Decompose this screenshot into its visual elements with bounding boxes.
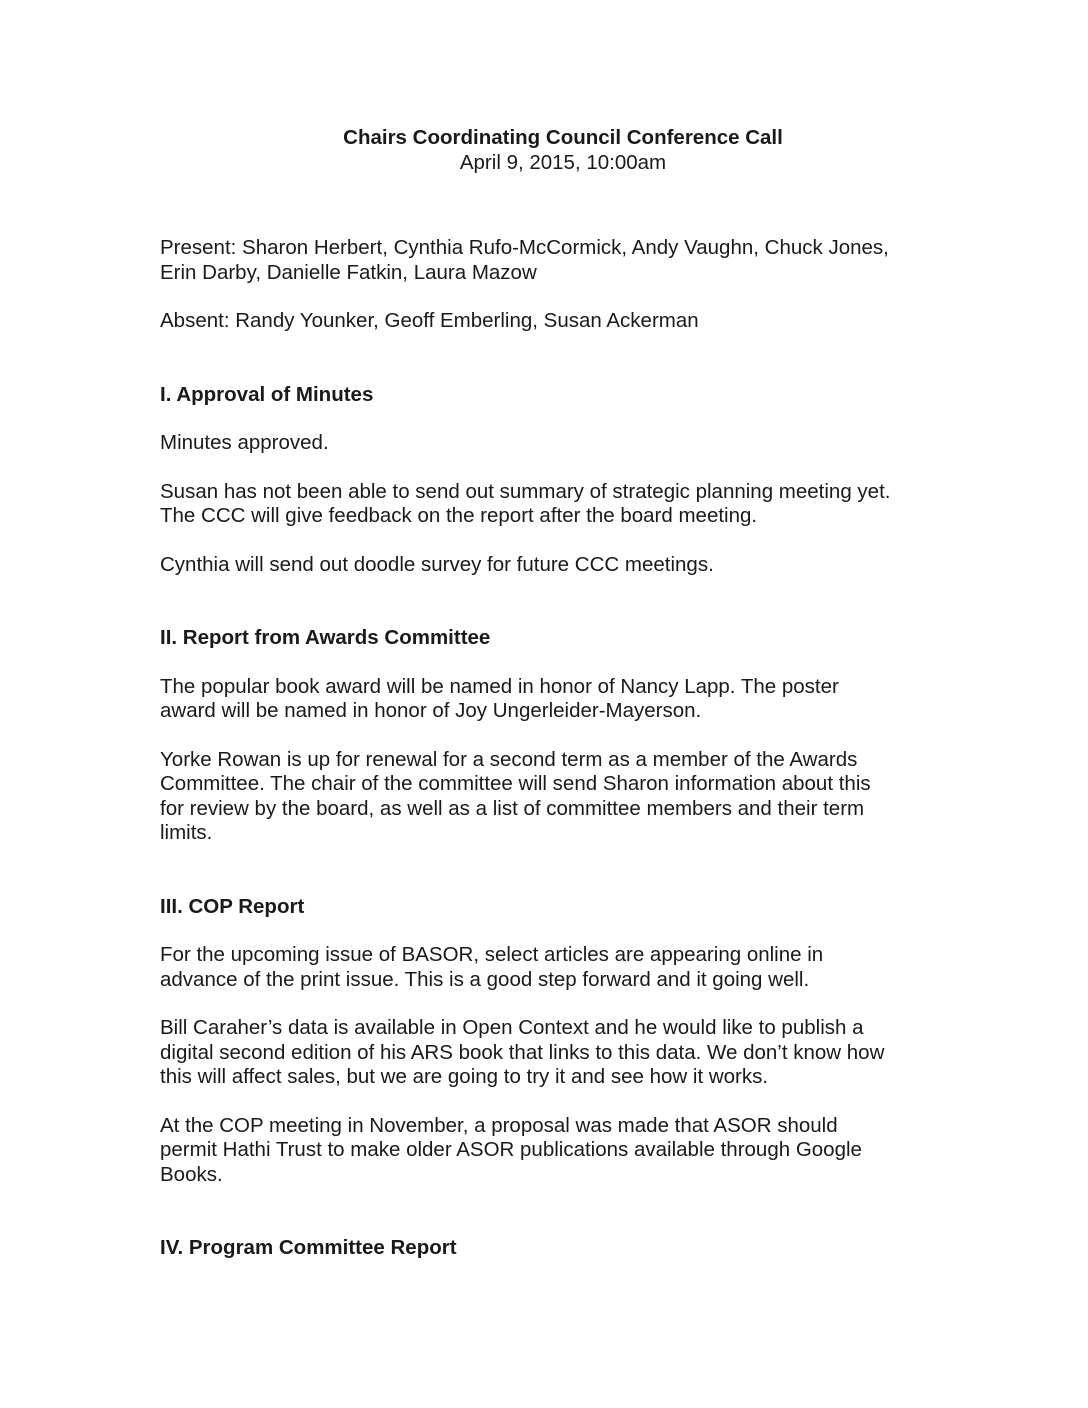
paragraph (160, 431, 940, 456)
document-date: April 9, 2015, 10:00am (459, 150, 667, 174)
present-list (160, 236, 940, 285)
text-line: Bill Caraher’s data is available in Open Context and he would like to publish a (160, 1016, 864, 1039)
section-heading-program-committee-report: IV. Program Committee Report (160, 1236, 457, 1259)
text-line: for review by the board, as well as a list of committee members and their term (160, 796, 865, 820)
text-line: Committee. The chair of the committee will send Sharon information about this (160, 772, 871, 795)
text-line: Yorke Rowan is up for renewal for a second term as a member of the Awards (160, 747, 858, 771)
document-title: Chairs Coordinating Council Conference Call (343, 126, 783, 149)
text-line: Minutes approved. (160, 431, 329, 454)
paragraph (160, 480, 940, 529)
present-line-1: Present: Sharon Herbert, Cynthia Rufo-McCormick, Andy Vaughn, Chuck Jones, (160, 236, 889, 259)
text-line: this will affect sales, but we are going to try it and see how it works. (160, 1065, 769, 1088)
paragraph (160, 748, 940, 846)
text-line: Susan has not been able to send out summary of strategic planning meeting yet. (160, 479, 891, 503)
paragraph (160, 1016, 940, 1090)
section-heading-approval-of-minutes: I. Approval of Minutes (160, 382, 374, 406)
paragraph (160, 553, 940, 578)
text-line: advance of the print issue. This is a good step forward and it going well. (160, 967, 810, 991)
section-heading-awards-committee: II. Report from Awards Committee (160, 626, 491, 649)
text-line: For the upcoming issue of BASOR, select articles are appearing online in (160, 943, 824, 966)
document-page (160, 126, 940, 1261)
text-line: The popular book award will be named in honor of Nancy Lapp. The poster (160, 674, 839, 698)
paragraph (160, 675, 940, 724)
text-line: award will be named in honor of Joy Ungerleider-Mayerson. (160, 699, 702, 722)
absent-list: Absent: Randy Younker, Geoff Emberling, Susan Ackerman (160, 309, 699, 332)
section-heading-cop-report: III. COP Report (160, 894, 305, 918)
paragraph (160, 943, 940, 992)
text-line: Cynthia will send out doodle survey for future CCC meetings. (160, 552, 714, 576)
text-line: limits. (160, 821, 213, 844)
text-line: digital second edition of his ARS book that links to this data. We don’t know how (160, 1040, 885, 1064)
text-line: permit Hathi Trust to make older ASOR publications available through Google (160, 1138, 862, 1161)
paragraph (160, 1114, 940, 1188)
text-line: The CCC will give feedback on the report after the board meeting. (160, 504, 758, 527)
present-line-2: Erin Darby, Danielle Fatkin, Laura Mazow (160, 260, 537, 284)
text-line: At the COP meeting in November, a proposal was made that ASOR should (160, 1113, 838, 1137)
text-line: Books. (160, 1162, 223, 1186)
